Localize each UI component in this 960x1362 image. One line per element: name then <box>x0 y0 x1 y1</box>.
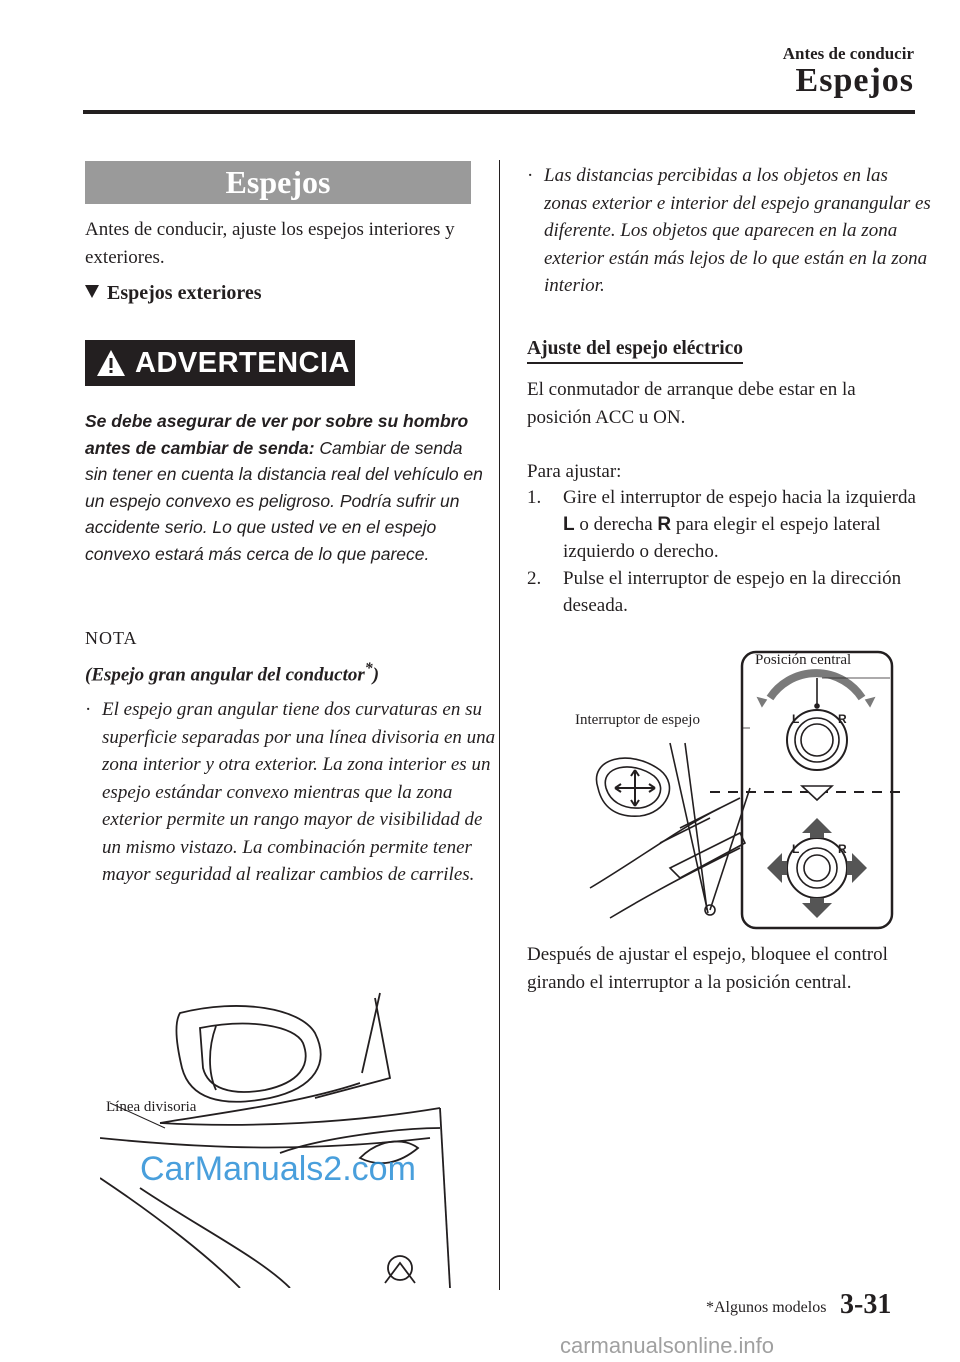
caption-posicion-central: Posición central <box>755 652 852 668</box>
header-title: Espejos <box>795 62 914 99</box>
header-section: Antes de conducir <box>782 44 914 63</box>
mirror-switch-figure <box>570 648 900 933</box>
triangle-bullet-icon <box>85 285 99 298</box>
step-1 <box>527 484 917 565</box>
adjust-paragraph-3: Después de ajustar el espejo, bloquee el control girando el interruptor a la posición central. <box>527 944 888 993</box>
warning-text <box>85 408 485 567</box>
asterisk-mark: * <box>364 660 373 677</box>
column-divider <box>499 160 500 1290</box>
bullet-dot: · <box>527 165 534 186</box>
adjust-steps <box>527 484 917 619</box>
note-subtitle-text: (Espejo gran angular del conductor <box>85 664 365 686</box>
wide-angle-mirror-figure <box>100 988 480 1288</box>
warning-bold-text: Se debe asegurar de ver por sobre su hombro antes de cambiar de senda: <box>85 411 469 458</box>
footnote: *Algunos modelos <box>706 1299 827 1316</box>
note-bullet-2 <box>527 162 934 300</box>
note-bullet-2-text: Las distancias percibidas a los objetos en las zonas exterior e interior del espejo granangular es diferente. Los objetos que aparecen en la zona exterior están más lejos de lo que están en la zona interior. <box>544 165 931 296</box>
note-subtitle-end: ) <box>372 664 380 686</box>
watermark: CarManuals2.com <box>140 1150 416 1188</box>
caption-interruptor: Interruptor de espejo <box>575 712 700 728</box>
step-2 <box>527 565 917 619</box>
adjust-paragraph-2: Para ajustar: <box>527 461 622 482</box>
caption-linea-divisoria: Línea divisoria <box>106 1099 197 1115</box>
adjust-title: Ajuste del espejo eléctrico <box>527 338 743 364</box>
subheading-exterior-mirrors <box>85 282 262 305</box>
step-1-text-c: para elegir el espejo lateral izquierdo o derecho. <box>563 514 881 562</box>
knob-right-label-lower: R <box>838 842 847 856</box>
note-label: NOTA <box>85 628 138 648</box>
step-1-text-a: Gire el interruptor de espejo hacia la izquierda <box>563 487 916 508</box>
step-1-L: L <box>563 514 575 535</box>
warning-label-text: ADVERTENCIA <box>135 347 350 379</box>
knob-left-label-lower: L <box>792 842 800 856</box>
note-bullet-1-text: El espejo gran angular tiene dos curvaturas en su superficie separadas por una línea divisoria en una zona interior y otra exterior. La zona interior es un espejo estándar convexo mientras que la zona exterior permite un rango mayor de visibilidad de un mismo vistazo. La combinación permite tener mayor seguridad al realizar cambios de carriles. <box>102 699 496 885</box>
warning-body-text: Cambiar de senda sin tener en cuenta la distancia real del vehículo en un espejo convexo es peligroso. Podría sufrir un accidente serio. Lo que usted ve en el espejo convexo estará más cerca de lo que parece. <box>85 437 483 564</box>
note-bullet-1 <box>85 696 497 889</box>
knob-left-label: L <box>792 712 800 726</box>
step-1-text-b: o derecha <box>574 514 658 535</box>
intro-paragraph: Antes de conducir, ajuste los espejos interiores y exteriores. <box>85 219 455 268</box>
step-1-R: R <box>657 514 672 535</box>
page-number: 3-31 <box>840 1289 892 1320</box>
knob-right-label: R <box>838 712 847 726</box>
step-number: 2. <box>527 568 542 589</box>
bullet-dot: · <box>85 699 92 720</box>
header-rule <box>83 110 915 114</box>
step-2-text: Pulse el interruptor de espejo en la dirección deseada. <box>563 568 902 616</box>
note-subtitle <box>85 660 379 686</box>
warning-label <box>85 340 355 386</box>
subheading-text: Espejos exteriores <box>107 282 262 304</box>
site-watermark: carmanualsonline.info <box>560 1333 775 1358</box>
adjust-paragraph-1: El conmutador de arranque debe estar en la posición ACC u ON. <box>527 379 856 428</box>
step-number: 1. <box>527 487 542 508</box>
warning-triangle-icon <box>95 348 127 378</box>
section-banner: Espejos <box>85 161 471 204</box>
